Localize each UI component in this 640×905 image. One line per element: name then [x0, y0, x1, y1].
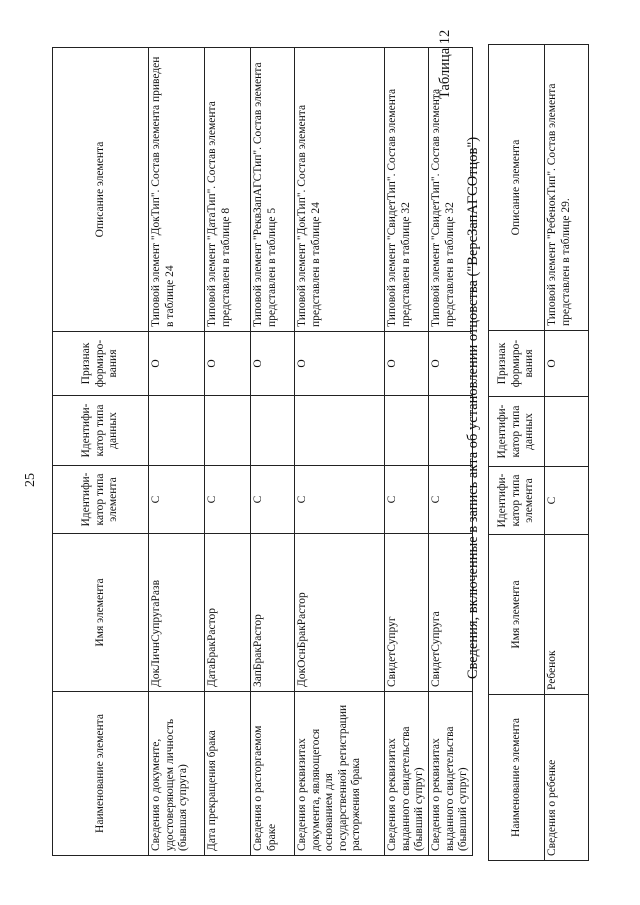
- cell-name: Сведения о расторгаемом браке: [251, 692, 295, 856]
- cell-name: Сведения о реквизитах выданного свидетельства (бывший супруг): [429, 692, 473, 856]
- cell-data-type: [251, 396, 295, 466]
- table2-header-row: [489, 45, 545, 861]
- cell-name: Сведения о реквизитах документа, являющегося основанием для государственной регистрации расторжения брака: [295, 692, 385, 856]
- header-element-name: Наименование элемента: [53, 692, 149, 856]
- table1-header-row: [53, 48, 149, 856]
- header-element-id: Имя элемента: [489, 535, 545, 695]
- cell-flag: О: [295, 332, 385, 396]
- header-description: Описание элемента: [53, 48, 149, 332]
- cell-data-type: [385, 396, 429, 466]
- cell-data-type: [205, 396, 251, 466]
- table-paternity: [488, 44, 589, 861]
- cell-element-type: С: [429, 466, 473, 534]
- cell-id: ДокЛичнСупругаРазв: [149, 534, 205, 692]
- table-row: [149, 48, 205, 856]
- header-element-type: Идентифи-катор типа элемента: [53, 466, 149, 534]
- cell-data-type: [545, 397, 589, 467]
- cell-id: СвидетСупруга: [429, 534, 473, 692]
- cell-name: Сведения о ребенке: [545, 695, 589, 861]
- cell-data-type: [295, 396, 385, 466]
- cell-description: Типовой элемент "РеквЗапАГСТип". Состав элемента представлен в таблице 5: [251, 48, 295, 332]
- cell-flag: О: [429, 332, 473, 396]
- cell-id: ДокОснБракРастор: [295, 534, 385, 692]
- page-number: 25: [23, 473, 38, 487]
- cell-element-type: С: [295, 466, 385, 534]
- table-row: [545, 45, 589, 861]
- cell-id: ДатаБракРастор: [205, 534, 251, 692]
- cell-id: СвидетСупруг: [385, 534, 429, 692]
- table-row: [295, 48, 385, 856]
- cell-flag: О: [149, 332, 205, 396]
- table-continued: [52, 47, 473, 856]
- cell-element-type: С: [149, 466, 205, 534]
- header-data-type: Идентифи-катор типа данных: [53, 396, 149, 466]
- cell-element-type: С: [385, 466, 429, 534]
- header-element-type: Идентифи-катор типа элемента: [489, 467, 545, 535]
- header-formation-flag: Признак формиро-вания: [53, 332, 149, 396]
- header-formation-flag: Признак формиро-вания: [489, 331, 545, 397]
- cell-description: Типовой элемент "СвидетТип". Состав элемента представлен в таблице 32: [385, 48, 429, 332]
- cell-data-type: [149, 396, 205, 466]
- cell-description: Типовой элемент "ДокТип". Состав элемента приведен в таблице 24: [149, 48, 205, 332]
- cell-description: Типовой элемент "ДокТип". Состав элемента представлен в таблице 24: [295, 48, 385, 332]
- cell-element-type: С: [205, 466, 251, 534]
- table-row: [385, 48, 429, 856]
- cell-element-type: С: [251, 466, 295, 534]
- header-element-id: Имя элемента: [53, 534, 149, 692]
- cell-flag: О: [545, 331, 589, 397]
- header-description: Описание элемента: [489, 45, 545, 331]
- table-caption: Таблица 12: [437, 29, 453, 99]
- cell-flag: О: [205, 332, 251, 396]
- table-row: [205, 48, 251, 856]
- cell-name: Сведения о документе, удостоверяющем личность (бывшая супруга): [149, 692, 205, 856]
- cell-id: ЗапБракРастор: [251, 534, 295, 692]
- cell-flag: О: [385, 332, 429, 396]
- table-title: Сведения, включенные в запись акта об установлении отцовства ("ВерсЗапАГСОтцов"): [465, 136, 481, 680]
- cell-id: Ребенок: [545, 535, 589, 695]
- cell-description: Типовой элемент "ДатаТип". Состав элемента представлен в таблице 8: [205, 48, 251, 332]
- cell-description: Типовой элемент "РебенокТип". Состав элемента представлен в таблице 29.: [545, 45, 589, 331]
- cell-name: Дата прекращения брака: [205, 692, 251, 856]
- cell-description: Типовой элемент "СвидетТип". Состав элемента представлен в таблице 32: [429, 48, 473, 332]
- cell-element-type: С: [545, 467, 589, 535]
- header-element-name: Наименование элемента: [489, 695, 545, 861]
- cell-flag: О: [251, 332, 295, 396]
- cell-name: Сведения о реквизитах выданного свидетельства (бывший супруг): [385, 692, 429, 856]
- table-row: [251, 48, 295, 856]
- header-data-type: Идентифи-катор типа данных: [489, 397, 545, 467]
